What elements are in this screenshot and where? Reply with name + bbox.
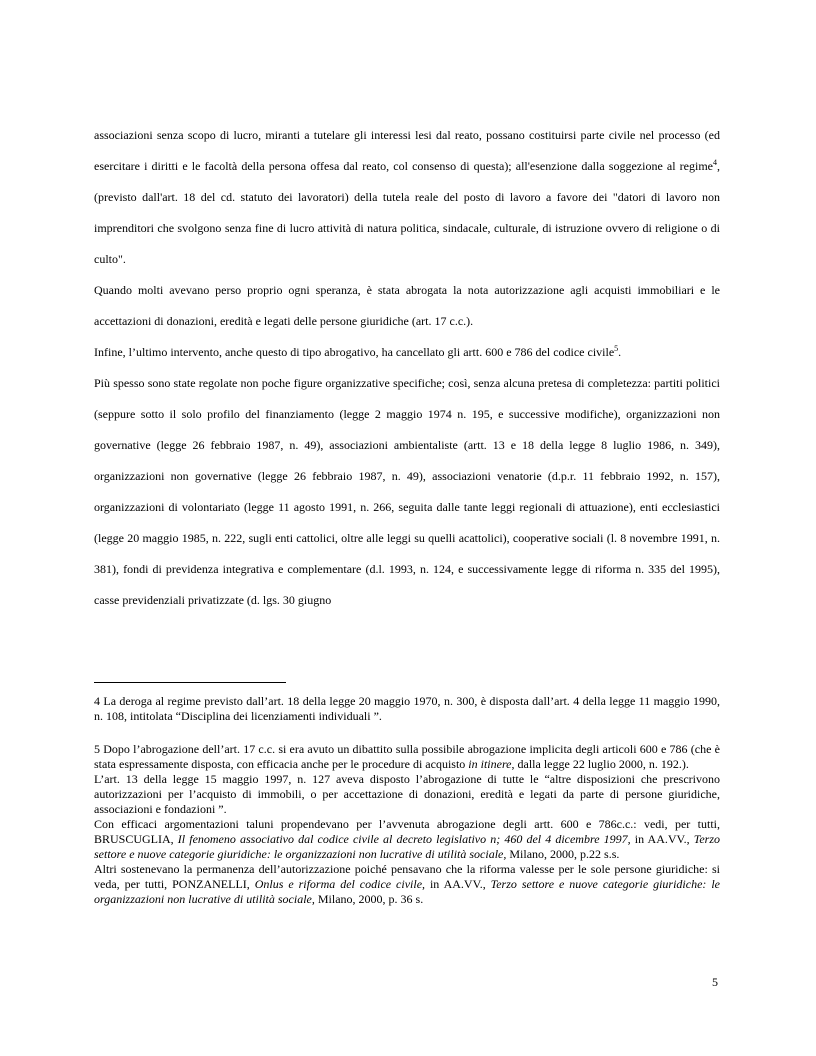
footnote-5-text-a: Dopo l’abrogazione dell’art. 17 c.c. si era avuto un dibattito sulla possibile abrogazione implicita degli articoli 600 e 786 (che è stata espressamente disposta, con efficacia anche per le procedure di acquisto <box>94 742 720 771</box>
paragraph-1-text-b: , (previsto dall'art. 18 del cd. statuto dei lavoratori) della tutela reale del posto di lavoro a favore dei "datori di lavoro non imprenditori che svolgono senza fine di lucro attività di natura politica, sindacale, culturale, di istruzione ovvero di religione o di culto". <box>94 159 720 266</box>
paragraph-3-text-a: Infine, l’ultimo intervento, anche questo di tipo abrogativo, ha cancellato gli artt. 600 e 786 del codice civile <box>94 345 615 359</box>
footnote-5-a <box>94 742 720 772</box>
main-body <box>94 120 720 616</box>
footnote-4-number: 4 <box>94 694 100 708</box>
footnote-5-italic-c2: Terzo settore e nuove categorie giuridiche: le organizzazioni non lucrative di utilità sociale, <box>94 832 721 861</box>
paragraph-2: Quando molti avevano perso proprio ogni speranza, è stata abrogata la nota autorizzazione agli acquisti immobiliari e le accettazioni di donazioni, eredità e legati delle persone giuridiche (art. 17 c.c.). <box>94 283 720 328</box>
footnote-5-text-d3: Milano, 2000, p. 36 s. <box>314 892 424 906</box>
footnote-5-italic-d2: Terzo settore e nuove categorie giuridiche: le organizzazioni non lucrative di utilità sociale, <box>94 877 720 906</box>
paragraph-4: Più spesso sono state regolate non poche figure organizzative specifiche; così, senza alcuna pretesa di completezza: partiti politici (seppure sotto il solo profilo del finanziamento (legge 2 maggio 1974 n. 195, e successive modifiche), organizzazioni non governative (legge 26 febbraio 1987, n. 49), associazioni ambientaliste (artt. 13 e 18 della legge 8 luglio 1986, n. 349), organizzazioni non governative (legge 26 febbraio 1987, n. 49), associazioni venatorie (d.p.r. 11 febbraio 1992, n. 157), organizzazioni di volontariato (legge 11 agosto 1991, n. 266, seguita dalle tante leggi regionali di attuazione), enti ecclesiastici (legge 20 maggio 1985, n. 222, sugli enti cattolici, oltre alle leggi su quelli acattolici), cooperative sociali (l. 8 novembre 1991, n. 381), fondi di previdenza integrativa e complementare (d.l. 1993, n. 124, e successivamente legge di riforma n. 335 del 1995), casse previdenziali privatizzate (d. lgs. 30 giugno <box>94 376 720 607</box>
footnote-5-italic-a: in itinere <box>468 757 512 771</box>
footnote-5-d <box>94 862 720 907</box>
page-number: 5 <box>712 975 718 989</box>
footnote-5-c <box>94 817 720 862</box>
footnote-5-italic-d1: Onlus e riforma del codice civile, <box>254 877 426 891</box>
body-text <box>94 120 720 616</box>
footnotes <box>94 694 720 907</box>
footnote-5-b: L’art. 13 della legge 15 maggio 1997, n. 127 aveva disposto l’abrogazione di tutte le “altre disposizioni che prescrivono autorizzazioni per l’acquisto di immobili, o per accettazione di donazioni, eredità e legati da parte di persone giuridiche, associazioni e fondazioni ”. <box>94 772 720 816</box>
footnote-5-number: 5 <box>94 742 100 756</box>
footnote-ref-4[interactable]: 4 <box>713 158 717 167</box>
footnote-gap <box>94 724 720 742</box>
footnote-separator <box>94 682 286 683</box>
footnote-5-italic-c1: Il fenomeno associativo dal codice civile al decreto legislativo n; 460 del 4 dicembre 1997, <box>177 832 631 846</box>
footnote-ref-5[interactable]: 5 <box>614 344 619 353</box>
paragraph-3 <box>94 337 720 368</box>
footnote-5-text-c2: in AA.VV., <box>630 832 694 846</box>
paragraph-1-text-a: associazioni senza scopo di lucro, miranti a tutelare gli interessi lesi dal reato, possano costituirsi parte civile nel processo (ed esercitare i diritti e le facoltà della persona offesa dal reato, col consenso di questa); all'esenzione dalla soggezione al regime <box>94 128 720 173</box>
paragraph-1 <box>94 120 720 275</box>
footnote-5-text-c1: Con efficaci argomentazioni taluni propendevano per l’avvenuta abrogazione degli artt. 600 e 786c.c.: vedi, per tutti, BRUSCUGLIA, <box>94 817 720 846</box>
footnote-4 <box>94 694 720 724</box>
paragraph-3-text-b: . <box>618 345 622 359</box>
footnote-5-text-d2: in AA.VV., <box>425 877 491 891</box>
footnote-5-text-d1: Altri sostenevano la permanenza dell’autorizzazione poiché pensavano che la riforma valesse per le sole persone giuridiche: si veda, per tutti, PONZANELLI, <box>94 862 720 891</box>
footnote-5-text-a-end: , dalla legge 22 luglio 2000, n. 192.). <box>511 757 689 771</box>
footnote-4-text: La deroga al regime previsto dall’art. 18 della legge 20 maggio 1970, n. 300, è disposta dall’art. 4 della legge 11 maggio 1990, n. 108, intitolata “Disciplina dei licenziamenti individuali ”. <box>94 694 720 723</box>
footnote-5-text-c3: Milano, 2000, p.22 s.s. <box>506 847 620 861</box>
